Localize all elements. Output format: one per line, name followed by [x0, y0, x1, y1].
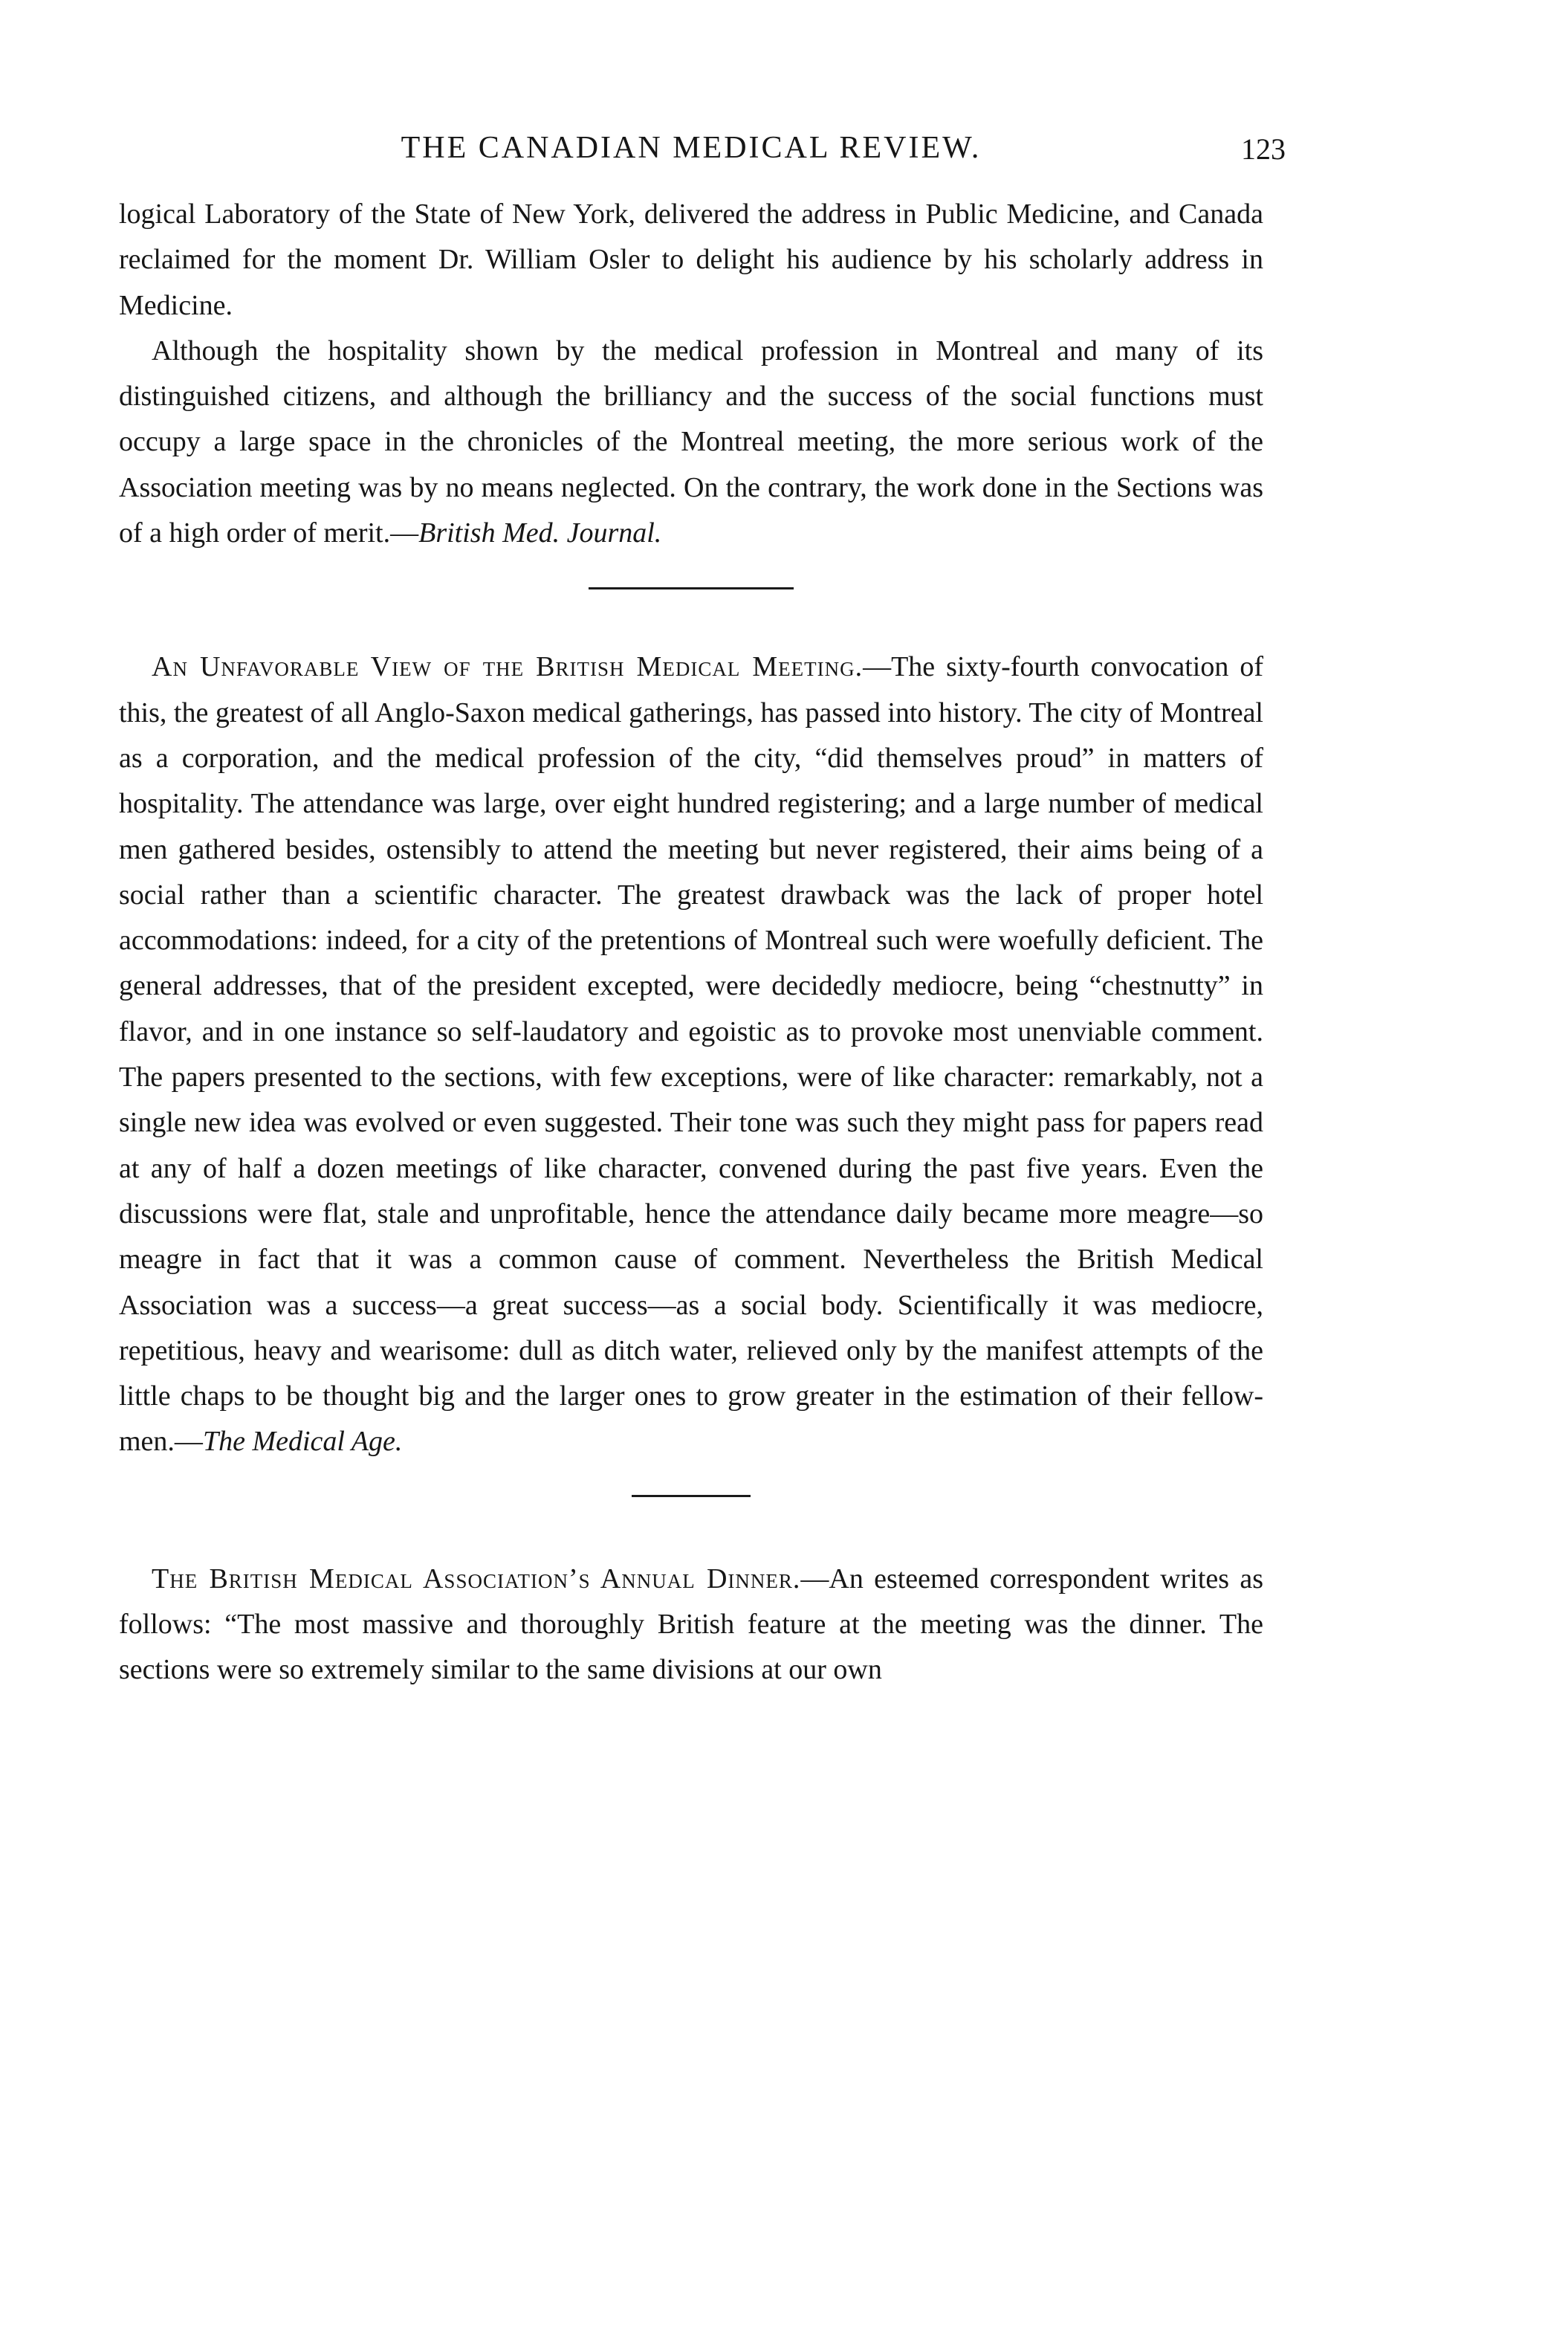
article-body: An esteemed correspondent writes as follows: “The most massive and thoroughly British feature at the meeting was the dinner. The sections were so extremely similar to the same divisions at our own [119, 1563, 1263, 1686]
journal-title: THE CANADIAN MEDICAL REVIEW. [401, 131, 982, 165]
continuation-text: logical Laboratory of the State of New York, delivered the address in Public Medicine, and Canada reclaimed for the moment Dr. William Osler to delight his audience by his scholarly address in Medicine. [119, 198, 1263, 321]
article-paragraph: The British Medical Association’s Annual Dinner.—An esteemed correspondent writes as follows: “The most massive and thoroughly British feature at the meeting was the dinner. The sections were so extremely similar to the same divisions at our own [119, 1563, 1263, 1686]
article-heading: An Unfavorable View of the British Medical Meeting. [152, 651, 864, 683]
document-page [119, 126, 1286, 1693]
continuation-text-2: Although the hospitality shown by the medical profession in Montreal and many of its distinguished citizens, and although the brilliancy and the success of the social functions must occupy a large space in the chronicles of the Montreal meeting, the more serious work of the Association meeting was by no means neglected. On the contrary, the work done in the Sections was of a high order of merit.— [119, 335, 1263, 549]
section-divider [589, 587, 794, 589]
source-citation: British Med. Journal. [418, 517, 662, 549]
article-paragraph: An Unfavorable View of the British Medical Meeting.—The sixty-fourth convocation of this, the greatest of all Anglo-Saxon medical gatherings, has passed into history. The city of Montreal as a corporation, and the medical profession of the city, “did themselves proud” in matters of hospitality. The attendance was large, over eight hundred registering; and a large number of medical men gathered besides, ostensibly to attend the meeting but never registered, their aims being of a social rather than a scientific character. The greatest drawback was the lack of proper hotel accommodations: indeed, for a city of the pretentions of Montreal such were woefully deficient. The general addresses, that of the president excepted, were decidedly mediocre, being “chestnutty” in flavor, and in one instance so self-laudatory and egoistic as to provoke most unenviable comment. The papers presented to the sections, with few exceptions, were of like character: remarkably, not a single new idea was evolved or even suggested. Their tone was such they might pass for papers read at any of half a dozen meetings of like character, convened during the past five years. Even the discussions were flat, stale and unprofitable, hence the attendance daily became more meagre—so meagre in fact that it was a common cause of comment. Nevertheless the British Medical Association was a success—a great success—as a social body. Scientifically it was mediocre, repetitious, heavy and wearisome: dull as ditch water, relieved only by the manifest attempts of the little chaps to be thought big and the larger ones to grow greater in the estimation of their fellow-men.—The Medical Age. [119, 651, 1263, 1458]
page-number: 123 [1241, 132, 1286, 166]
continuation-paragraph-2 [119, 329, 1263, 556]
article-body: The sixty-fourth convocation of this, the greatest of all Anglo-Saxon medical gatherings, has passed into history. The city of Montreal as a corporation, and the medical profession of the city, “did themselves proud” in matters of hospitality. The attendance was large, over eight hundred registering; and a large number of medical men gathered besides, ostensibly to attend the meeting but never registered, their aims being of a social rather than a scientific character. The greatest drawback was the lack of proper hotel accommodations: indeed, for a city of the pretentions of Montreal such were woefully deficient. The general addresses, that of the president excepted, were decidedly mediocre, being “chestnutty” in flavor, and in one instance so self-laudatory and egoistic as to provoke most unenviable comment. The papers presented to the sections, with few exceptions, were of like character: remarkably, not a single new idea was evolved or even suggested. Their tone was such they might pass for papers read at any of half a dozen meetings of like character, convened during the past five years. Even the discussions were flat, stale and unprofitable, hence the attendance daily became more meagre—so meagre in fact that it was a common cause of comment. Nevertheless the British Medical Association was a success—a great success—as a social body. Scientifically it was mediocre, repetitious, heavy and wearisome: dull as ditch water, relieved only by the manifest attempts of the little chaps to be thought big and the larger ones to grow greater in the estimation of their fellow-men.— [119, 651, 1263, 1458]
continuation-paragraph [119, 192, 1263, 329]
source-citation: The Medical Age. [202, 1426, 403, 1458]
running-head [119, 126, 1286, 178]
section-divider [632, 1495, 751, 1497]
article-heading: The British Medical Association’s Annual Dinner. [152, 1563, 801, 1594]
